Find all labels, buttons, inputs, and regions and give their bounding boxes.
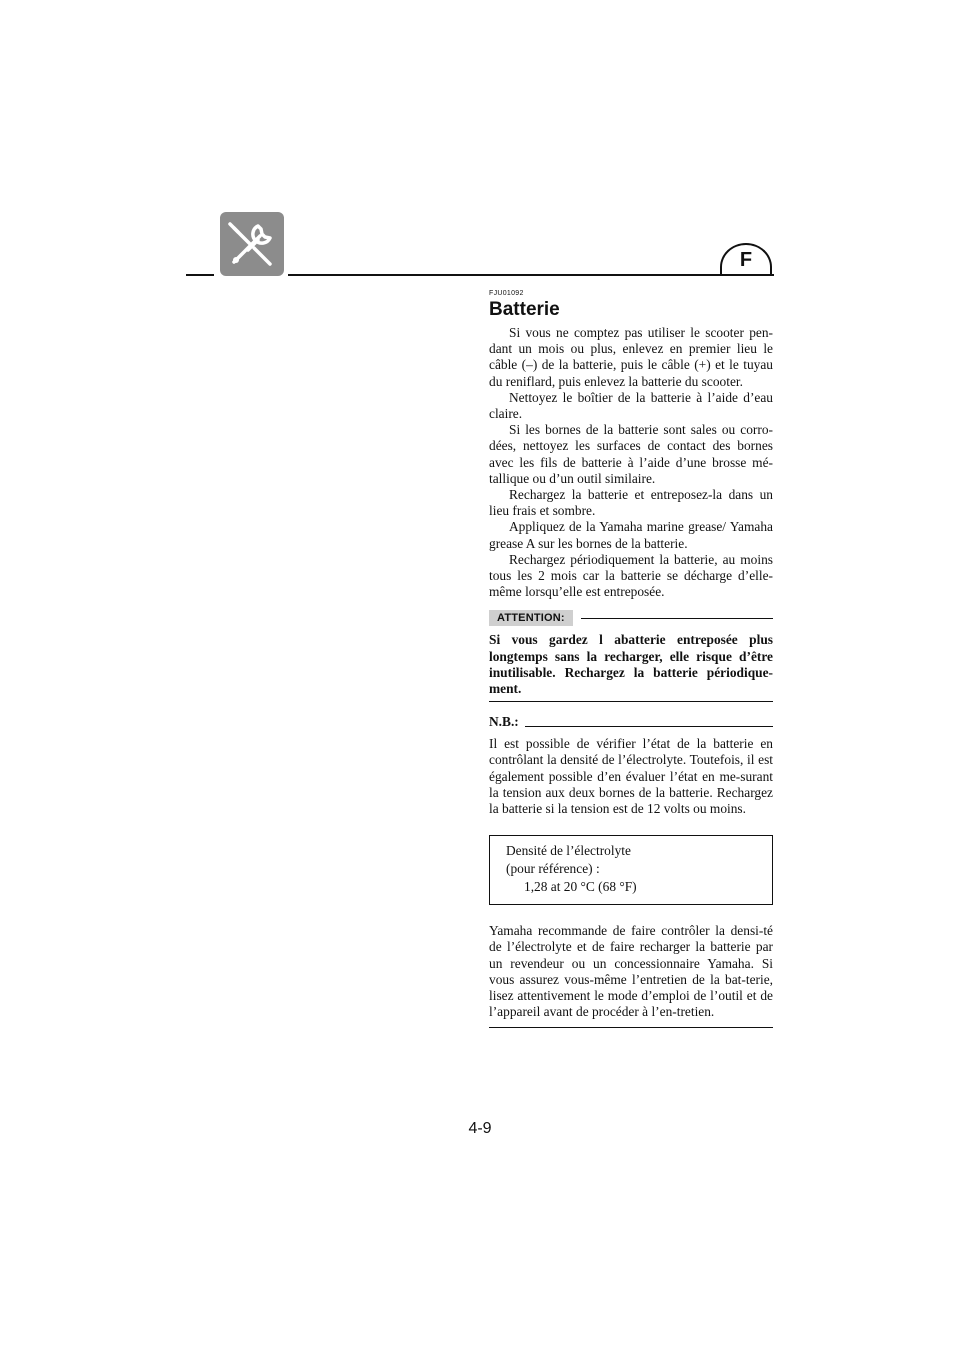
attention-rule bbox=[581, 618, 773, 619]
attention-header bbox=[489, 610, 773, 626]
spec-line: Densité de l’électrolyte bbox=[506, 843, 631, 859]
note-text: Il est possible de vérifier l’état de la batterie en contrôlant la densité de l’électrolyte. Toutefois, il est également possible d’en évaluer l’état en me-surant la tension aux deux bornes de la batterie. Rechargez la batterie si la tension est de 12 volts ou moins. bbox=[489, 736, 773, 817]
spec-line: (pour référence) : bbox=[506, 861, 600, 877]
attention-label: ATTENTION: bbox=[489, 610, 573, 626]
wrench-screwdriver-icon bbox=[220, 212, 284, 276]
attention-text: Si vous gardez l abatterie entreposée plus longtemps sans la recharger, elle risque d’être inutilisable. Rechargez la batterie périodique-ment. bbox=[489, 632, 773, 702]
paragraph: Si vous ne comptez pas utiliser le scooter pen-dant un mois ou plus, enlevez en premier lieu le câble (–) de la batterie, puis le câble (+) et le tuyau du reniflard, puis enlevez la batterie du scooter. bbox=[489, 325, 773, 389]
note-closing: Yamaha recommande de faire contrôler la densi-té de l’électrolyte et de faire recharger la batterie par un revendeur ou un concessionnaire Yamaha. Si vous assurez vous-même l’entretien de la bat-terie, lisez attentivement le mode d’emploi de l’outil et de l’appareil avant de procéder à l’en-tretien. bbox=[489, 923, 773, 1020]
paragraph: Si les bornes de la batterie sont sales ou corro-dées, nettoyez les surfaces de contact des bornes avec les fils de batterie à l’aide d’une brosse mé-tallique ou d’un outil similaire. bbox=[489, 422, 773, 486]
section-code: FJU01092 bbox=[489, 290, 524, 297]
tools-icon bbox=[220, 212, 284, 276]
spec-box bbox=[489, 835, 773, 905]
note-label: N.B.: bbox=[489, 714, 519, 730]
paragraph: Nettoyez le boîtier de la batterie à l’aide d’eau claire. bbox=[489, 389, 773, 422]
note-rule bbox=[525, 726, 773, 727]
paragraph: Rechargez périodiquement la batterie, au moins tous les 2 mois car la batterie se décharge d’elle-même lorsqu’elle est entreposée. bbox=[489, 551, 773, 600]
section-title: Batterie bbox=[489, 299, 560, 320]
main-content bbox=[489, 286, 773, 1028]
spec-value: 1,28 at 20 °C (68 °F) bbox=[524, 879, 637, 895]
language-badge: F bbox=[720, 243, 772, 275]
header-rule-right bbox=[288, 274, 774, 276]
paragraph: Rechargez la batterie et entreposez-la dans un lieu frais et sombre. bbox=[489, 487, 773, 519]
page-number: 4-9 bbox=[468, 1120, 492, 1137]
paragraph: Appliquez de la Yamaha marine grease/ Yamaha grease A sur les bornes de la batterie. bbox=[489, 519, 773, 551]
note-header bbox=[489, 714, 773, 730]
header-rule-left bbox=[186, 274, 214, 276]
note-end-rule bbox=[489, 1027, 773, 1028]
